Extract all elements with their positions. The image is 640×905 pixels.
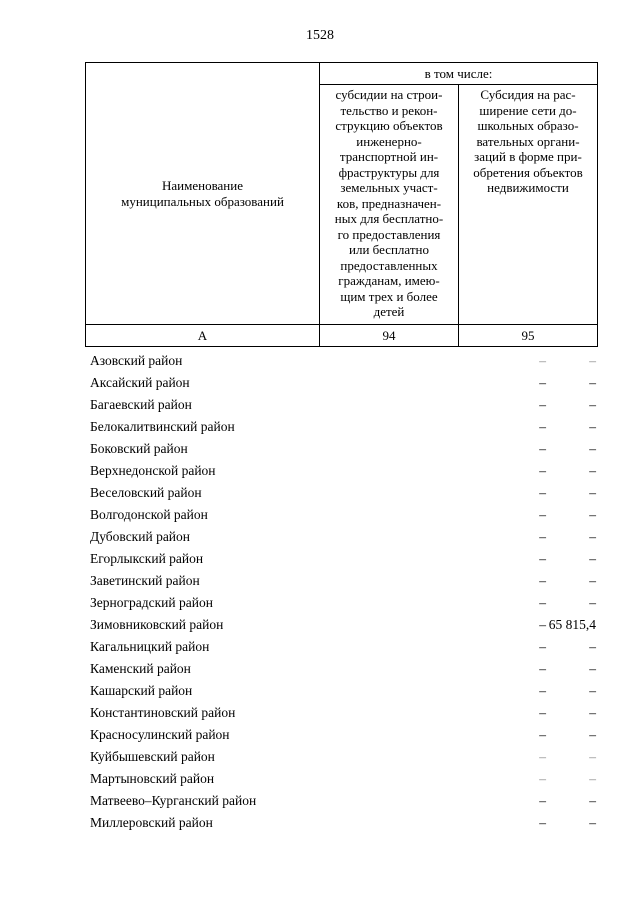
value-col-94: – <box>539 573 546 588</box>
municipality-name: Константиновский район <box>90 705 236 720</box>
table-row <box>90 372 600 394</box>
value-col-94: – <box>539 661 546 676</box>
value-col-94: – <box>539 529 546 544</box>
table-body <box>90 350 600 834</box>
table-row <box>90 636 600 658</box>
value-col-95: – <box>589 353 596 368</box>
value-col-94: – <box>539 771 546 786</box>
municipality-name: Миллеровский район <box>90 815 213 830</box>
value-col-95: – <box>589 397 596 412</box>
municipality-name: Азовский район <box>90 353 183 368</box>
value-col-94: – <box>539 507 546 522</box>
municipality-name: Волгодонской район <box>90 507 208 522</box>
value-col-95: – <box>589 573 596 588</box>
table-row <box>90 680 600 702</box>
municipality-name: Красносулинский район <box>90 727 230 742</box>
table-row <box>90 482 600 504</box>
value-col-95: – <box>589 793 596 808</box>
value-col-94: – <box>539 727 546 742</box>
table-row <box>90 438 600 460</box>
table-row <box>90 460 600 482</box>
value-col-95: – <box>589 375 596 390</box>
value-col-95: 65 815,4 <box>548 617 596 632</box>
header-col-95: Субсидия на рас- ширение сети до- школьных образо- вательных органи- заций в форме при- обретения объектов недвижимости <box>459 85 598 325</box>
value-col-94: – <box>539 441 546 456</box>
value-col-94: – <box>539 463 546 478</box>
value-col-95: – <box>589 441 596 456</box>
value-col-95: – <box>589 419 596 434</box>
table-row <box>90 790 600 812</box>
municipality-name: Мартыновский район <box>90 771 215 786</box>
table-row <box>90 570 600 592</box>
municipality-name: Зимовниковский район <box>90 617 224 632</box>
value-col-94: – <box>539 375 546 390</box>
municipality-name: Каменский район <box>90 661 191 676</box>
value-col-95: – <box>589 771 596 786</box>
table-row <box>90 812 600 834</box>
municipality-name: Кагальницкий район <box>90 639 210 654</box>
value-col-95: – <box>589 507 596 522</box>
value-col-95: – <box>589 463 596 478</box>
table-row <box>90 746 600 768</box>
value-col-95: – <box>589 661 596 676</box>
value-col-95: – <box>589 727 596 742</box>
value-col-95: – <box>589 705 596 720</box>
value-col-95: – <box>589 595 596 610</box>
municipality-name: Боковский район <box>90 441 188 456</box>
value-col-94: – <box>539 705 546 720</box>
table-row <box>90 350 600 372</box>
header-index-name: А <box>86 325 320 347</box>
value-col-95: – <box>589 749 596 764</box>
municipality-name: Зерноградский район <box>90 595 213 610</box>
table-row <box>90 592 600 614</box>
value-col-94: – <box>539 683 546 698</box>
value-col-94: – <box>539 353 546 368</box>
value-col-94: – <box>539 639 546 654</box>
value-col-95: – <box>589 485 596 500</box>
municipality-name: Егорлыкский район <box>90 551 204 566</box>
header-index-94: 94 <box>320 325 459 347</box>
municipality-name: Белокалитвинский район <box>90 419 235 434</box>
value-col-95: – <box>589 683 596 698</box>
value-col-94: – <box>539 815 546 830</box>
municipality-name: Куйбышевский район <box>90 749 215 764</box>
page-number: 1528 <box>306 28 334 43</box>
value-col-94: – <box>539 749 546 764</box>
table-row <box>90 416 600 438</box>
value-col-95: – <box>589 529 596 544</box>
table-header <box>85 62 598 347</box>
value-col-94: – <box>539 419 546 434</box>
municipality-name: Багаевский район <box>90 397 192 412</box>
table-row <box>90 526 600 548</box>
table-row <box>90 768 600 790</box>
municipality-name: Верхнедонской район <box>90 463 216 478</box>
value-col-95: – <box>589 815 596 830</box>
municipality-name: Заветинский район <box>90 573 200 588</box>
value-col-94: – <box>539 793 546 808</box>
value-col-95: – <box>589 639 596 654</box>
table-row <box>90 394 600 416</box>
municipality-name: Матвеево–Курганский район <box>90 793 257 808</box>
value-col-94: – <box>539 397 546 412</box>
municipality-name: Кашарский район <box>90 683 193 698</box>
table-row <box>90 614 600 636</box>
header-col-94: субсидии на строи- тельство и рекон- струкцию объектов инженерно- транспортной ин- фраструктуры для земельных участ- ков, предназначен- ных для бесплатно- го предоставления или бесплатно предоставленных гражданам, имею- щим трех и более детей <box>320 85 459 325</box>
value-col-94: – <box>539 551 546 566</box>
table-row <box>90 504 600 526</box>
value-col-94: – <box>539 617 546 632</box>
municipality-name: Аксайский район <box>90 375 190 390</box>
table-row <box>90 548 600 570</box>
header-name-column: Наименование муниципальных образований <box>86 63 320 325</box>
header-group: в том числе: <box>320 63 598 85</box>
table-row <box>90 702 600 724</box>
value-col-95: – <box>589 551 596 566</box>
municipality-name: Дубовский район <box>90 529 191 544</box>
table-row <box>90 724 600 746</box>
table-row <box>90 658 600 680</box>
value-col-94: – <box>539 595 546 610</box>
header-index-95: 95 <box>459 325 598 347</box>
municipality-name: Веселовский район <box>90 485 202 500</box>
value-col-94: – <box>539 485 546 500</box>
